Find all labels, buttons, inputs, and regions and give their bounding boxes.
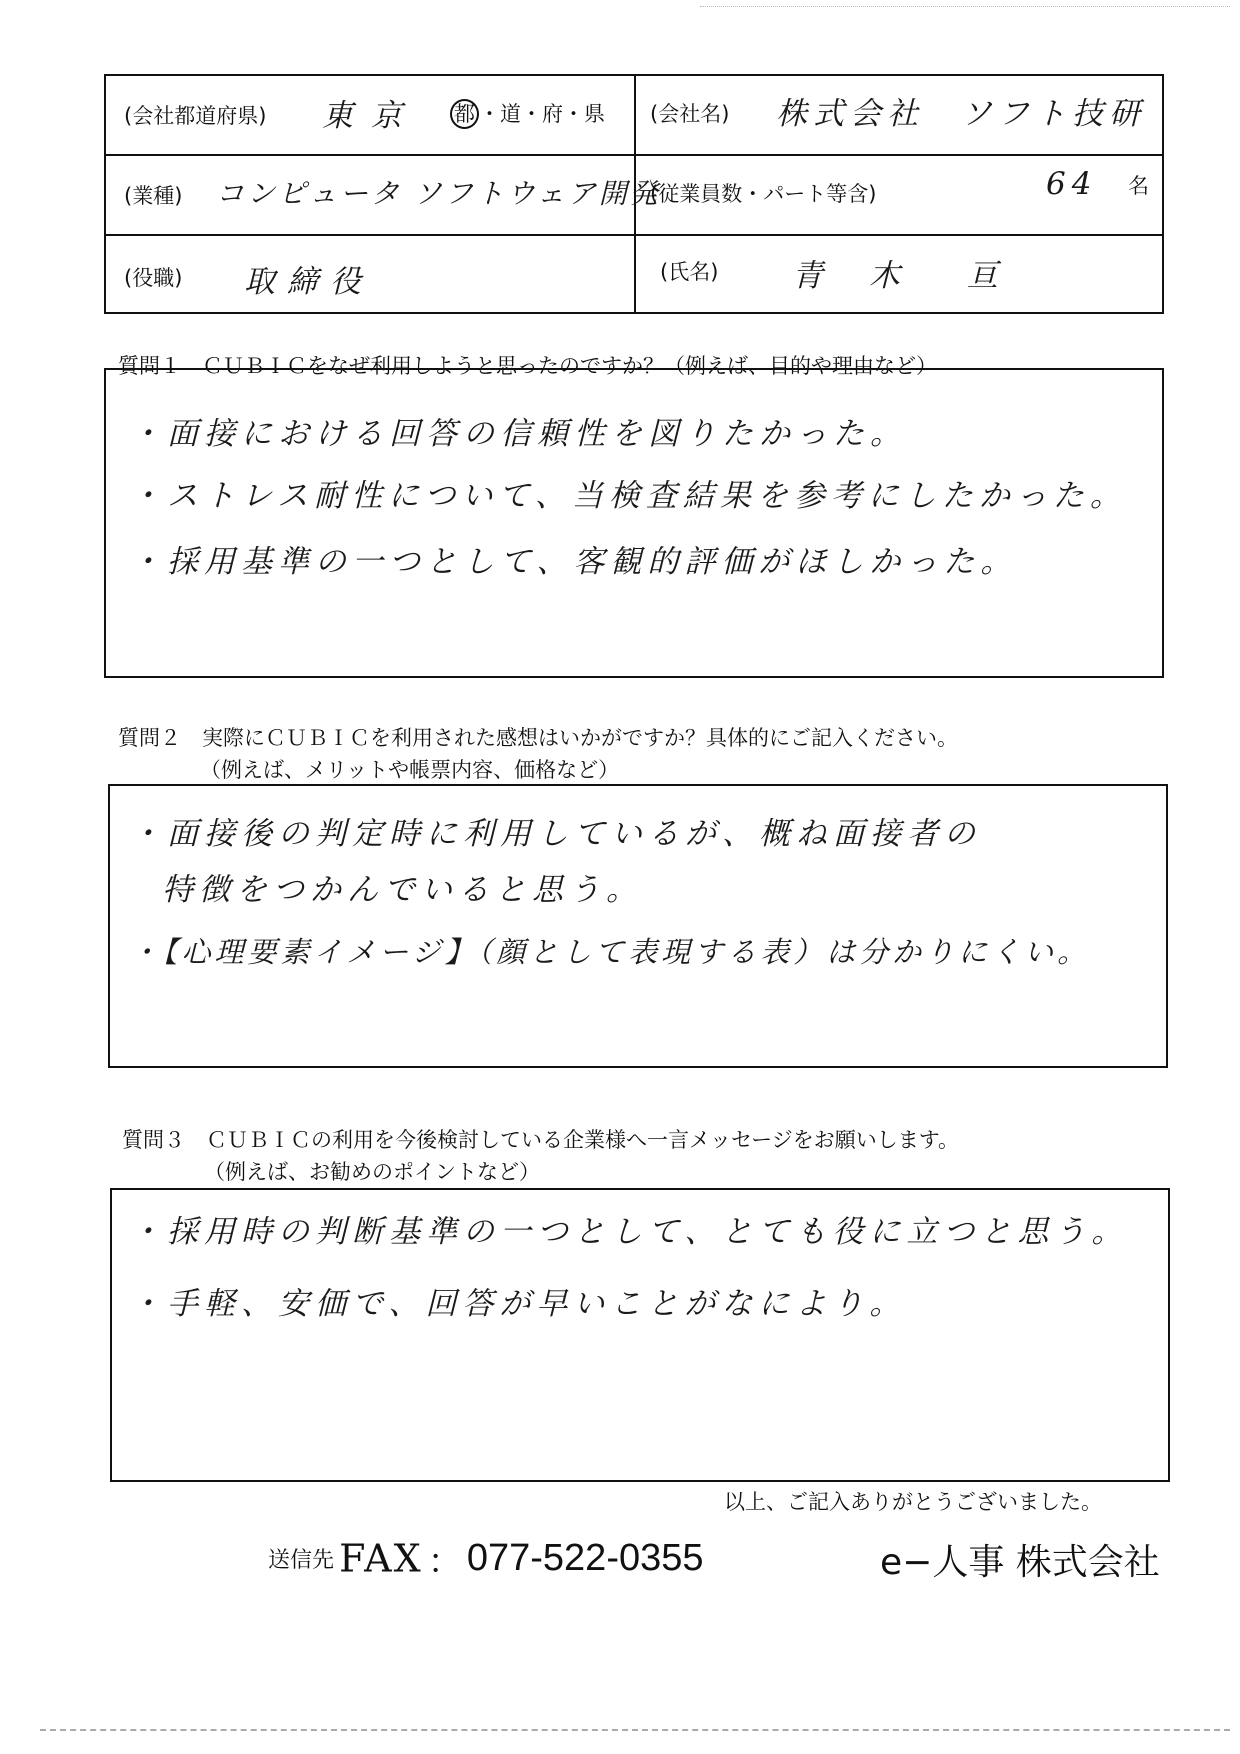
fax-line: [268, 1534, 704, 1583]
fax-number: 077-522-0355: [466, 1537, 704, 1579]
question-3-answer-2: ・手軽、安価で、回答が早いことがなにより。: [130, 1286, 907, 1322]
question-2-answer-3: ・【心理要素イメージ】（顔として表現する表）は分かりにくい。: [130, 935, 1091, 969]
name-value: 青 木 亘: [792, 258, 1016, 294]
position-label: (役職): [124, 266, 183, 290]
question-1-answer-3: ・採用基準の一つとして、客観的評価がほしかった。: [130, 544, 1018, 580]
prefecture-label: (会社都道府県): [124, 104, 267, 128]
prefecture-value: 東京: [322, 98, 420, 134]
fax-prefix: 送信先: [268, 1548, 335, 1573]
scan-edge-line: [40, 1729, 1230, 1731]
question-2-title: 質問２ 実際にＣＵＢＩＣを利用された感想はいかがですか？具体的にご記入ください。: [118, 726, 958, 750]
prefecture-options: [450, 98, 605, 129]
question-2-answer-2: 特徴をつかんでいると思う。: [162, 872, 643, 908]
thanks-message: 以上、ご記入ありがとうございました。: [724, 1490, 1102, 1514]
position-value: 取締役: [244, 264, 373, 300]
fax-colon: ：: [427, 1542, 462, 1582]
name-label: (氏名): [660, 260, 719, 284]
question-1-title: 質問１ ＣＵＢＩＣをなぜ利用しようと思ったのですか？（例えば、目的や理由など）: [118, 354, 937, 378]
company-label: (会社名): [650, 102, 730, 126]
industry-value: コンピュータ ソフトウェア開発: [216, 177, 661, 210]
employees-unit: 名: [1128, 174, 1149, 198]
question-2-answer-1: ・面接後の判定時に利用しているが、概ね面接者の: [130, 816, 981, 852]
company-logo-text: e−人事 株式会社: [880, 1542, 1160, 1583]
question-1-answer-1: ・面接における回答の信頼性を図りたかった。: [130, 416, 907, 452]
industry-label: (業種): [124, 184, 183, 208]
employees-value: 64: [1046, 166, 1098, 202]
company-value: 株式会社 ソフト技研: [776, 96, 1146, 132]
question-3-subtitle: （例えば、お勧めのポイントなど）: [204, 1160, 540, 1184]
scan-edge-line: [700, 6, 1230, 7]
question-3-title: 質問３ ＣＵＢＩＣの利用を今後検討している企業様へ一言メッセージをお願いします。: [122, 1128, 960, 1152]
question-3-answer-1: ・採用時の判断基準の一つとして、とても役に立つと思う。: [130, 1214, 1129, 1250]
prefecture-other-options: ・道・府・県: [479, 102, 605, 126]
question-2-subtitle: （例えば、メリットや帳票内容、価格など）: [200, 758, 620, 782]
question-1-answer-2: ・ストレス耐性について、当検査結果を参考にしたかった。: [130, 478, 1127, 514]
employees-label: (従業員数・パート等含): [650, 182, 877, 206]
fax-label: FAX: [339, 1536, 423, 1581]
prefecture-circled-option: 都: [450, 99, 479, 129]
